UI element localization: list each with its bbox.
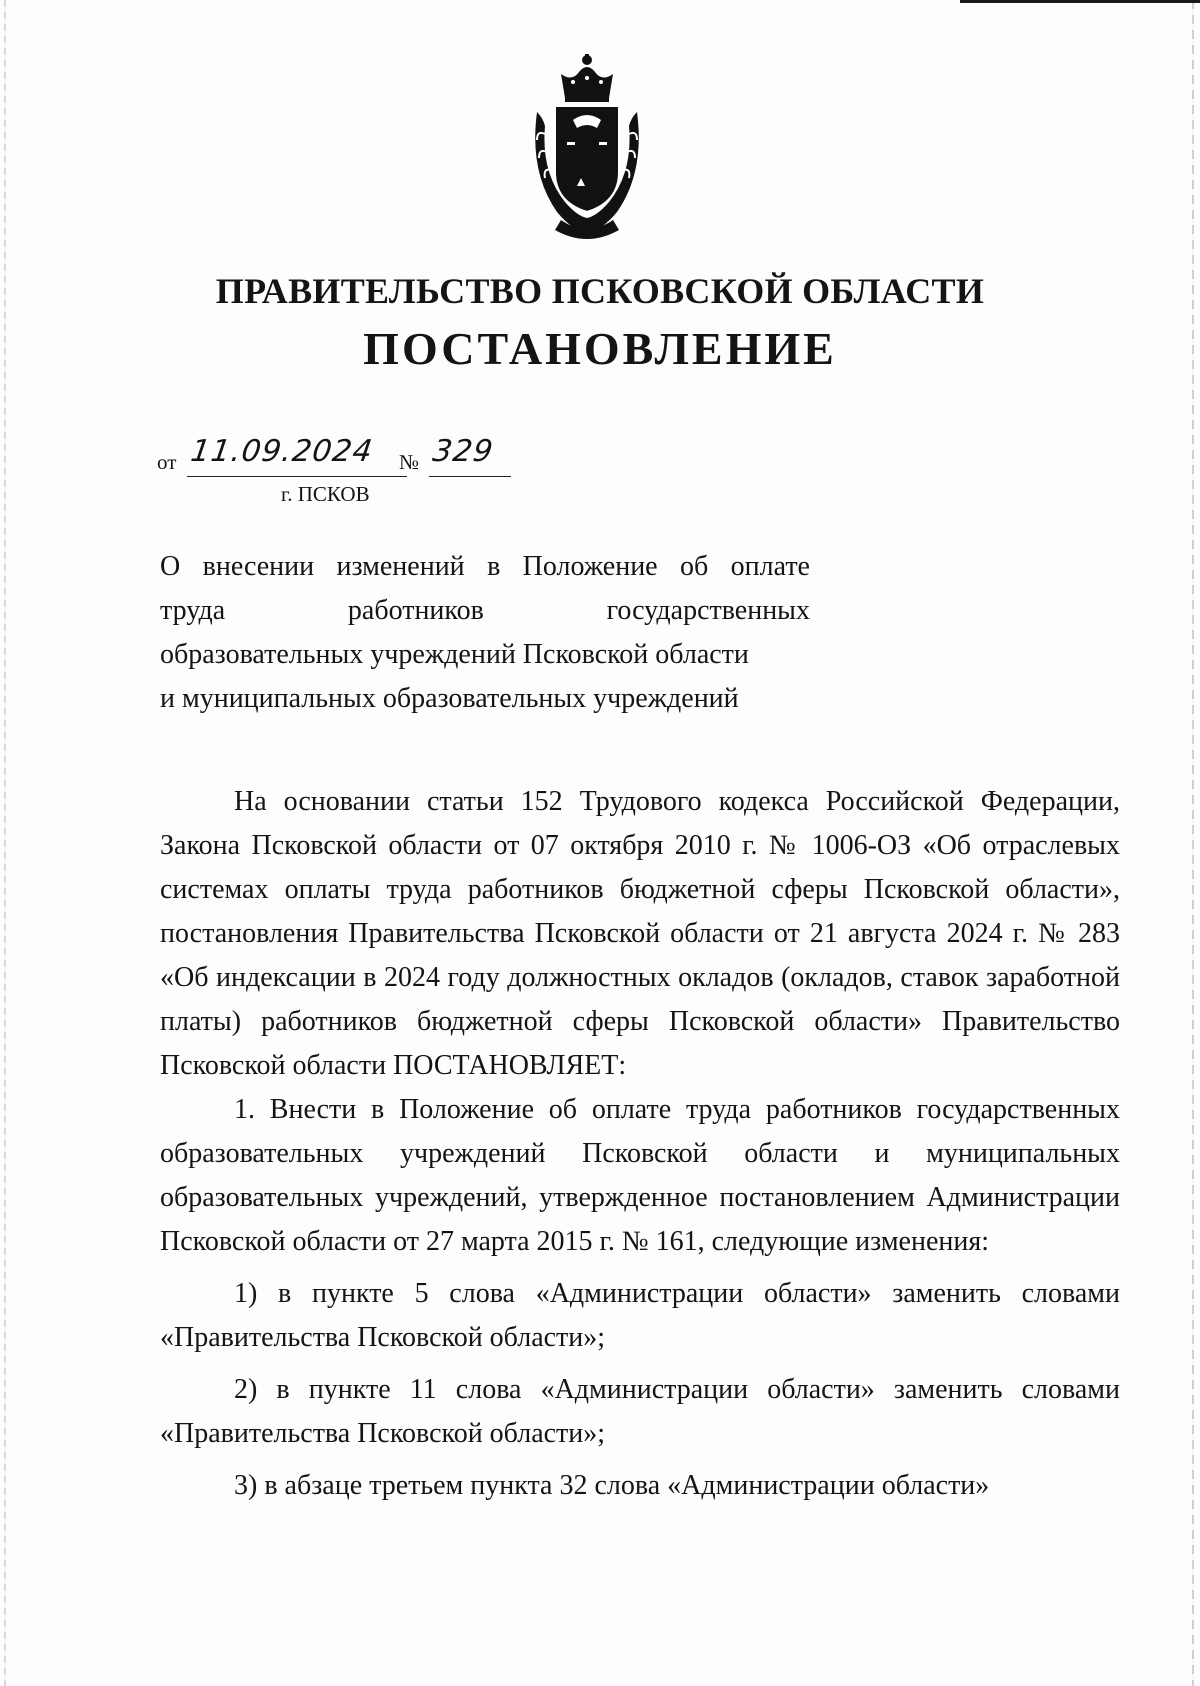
number-label: №	[399, 450, 420, 474]
subitem-paragraph: 3) в абзаце третьем пункта 32 слова «Администрации области»	[234, 1470, 990, 1501]
document-subject	[160, 545, 810, 721]
document-date: 11.09.2024	[188, 434, 376, 469]
subitem-paragraph: 2) в пункте 11 слова «Администрации области» заменить словами «Правительства Псковской области»;	[160, 1374, 1120, 1449]
scan-edge-right	[1192, 0, 1194, 1686]
government-title: ПРАВИТЕЛЬСТВО ПСКОВСКОЙ ОБЛАСТИ	[215, 271, 985, 311]
subject-line: О внесении изменений в Положение об оплате	[160, 551, 810, 582]
city: г. ПСКОВ	[281, 482, 370, 506]
pskov-coat-of-arms-icon	[527, 52, 647, 242]
document-type: ПОСТАНОВЛЕНИЕ	[363, 323, 837, 374]
document-number: 329	[430, 434, 496, 469]
item-paragraph: 1. Внести в Положение об оплате труда работников государственных образовательных учреждений Псковской области и муниципальных образовательных учреждений, утвержденное постановлением Администрации Псковской области от 27 марта 2015 г. № 161, следующие изменения:	[160, 1094, 1120, 1257]
top-edge-rule	[960, 0, 1200, 3]
preamble-paragraph: На основании статьи 152 Трудового кодекса Российской Федерации, Закона Псковской области от 07 октября 2010 г. № 1006-ОЗ «Об отраслевых системах оплаты труда работников бюджетной сферы Псковской области», постановления Правительства Псковской области от 21 августа 2024 г. № 283 «Об индексации в 2024 году должностных окладов (окладов, ставок заработной платы) работников бюджетной сферы Псковской области» Правительство Псковской области ПОСТАНОВЛЯЕТ:	[160, 786, 1120, 1081]
subject-line: и муниципальных образовательных учреждений	[160, 683, 739, 714]
scan-edge-left	[4, 0, 6, 1686]
date-underline	[187, 476, 407, 477]
date-label: от	[157, 450, 177, 474]
number-underline	[429, 476, 511, 477]
subject-line: труда работников государственных	[160, 595, 810, 626]
subitem-paragraph: 1) в пункте 5 слова «Администрации области» заменить словами «Правительства Псковской области»;	[160, 1278, 1120, 1353]
document-body	[160, 780, 1120, 1508]
subject-line: образовательных учреждений Псковской области	[160, 639, 749, 670]
